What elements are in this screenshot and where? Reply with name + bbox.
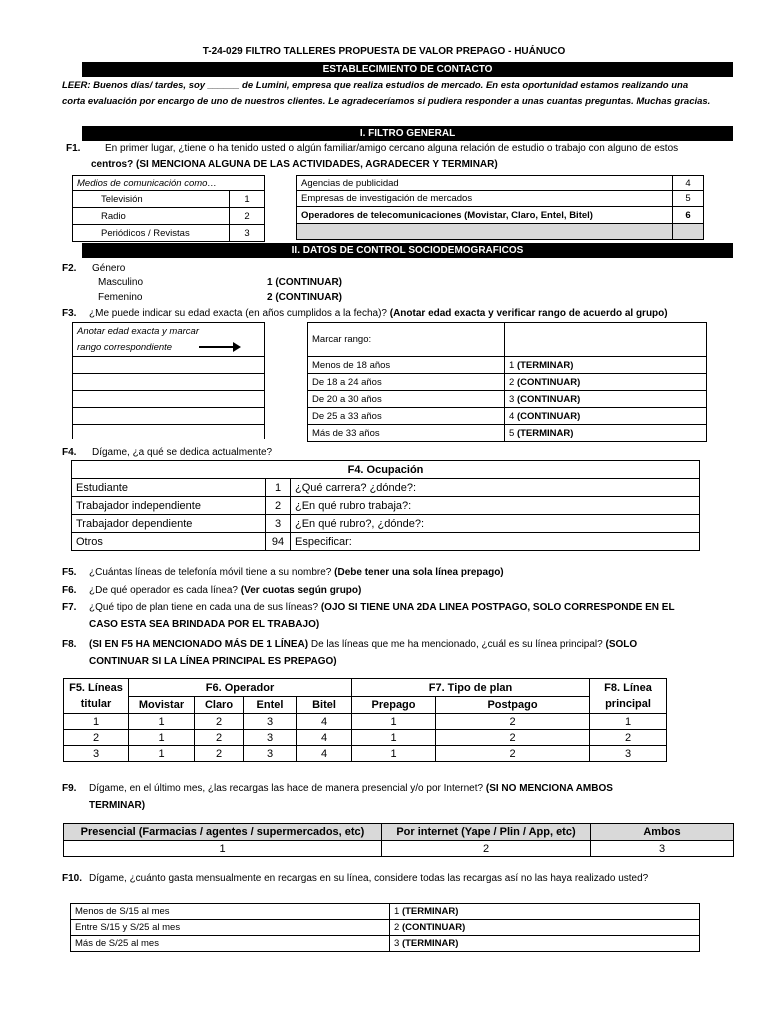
lines-cell: 1 [590, 714, 667, 730]
f5-question [89, 567, 504, 578]
lines-cell: 1 [352, 714, 436, 730]
section-filtro-general-bar: I. FILTRO GENERAL [82, 126, 733, 141]
f1-media-table [72, 175, 265, 242]
f10-spend-code [390, 904, 700, 920]
f2-option-label: Femenino [98, 292, 143, 303]
f10-spend-action: (TERMINAR) [401, 906, 459, 917]
lines-cell: 1 [129, 746, 195, 762]
f10-spend-label: Entre S/15 y S/25 al mes [71, 920, 390, 936]
f3-age-entry-cell[interactable] [73, 357, 265, 374]
lines-header-f8-line-2: principal [605, 698, 651, 710]
plan-header: Prepago [352, 697, 436, 714]
f10-spend-number: 1 [394, 906, 400, 917]
lines-cell: 2 [436, 730, 590, 746]
lines-row [64, 746, 667, 762]
f9-text: Dígame, en el último mes, ¿las recargas las hace de manera presencial y/o por Internet? [89, 783, 484, 794]
arrow-right-icon [199, 346, 239, 348]
lines-cell: 4 [297, 730, 352, 746]
lines-cell: 3 [64, 746, 129, 762]
lines-cell: 2 [195, 730, 244, 746]
f9-instruction-1: (SI NO MENCIONA AMBOS [485, 783, 613, 794]
f3-age-entry-cell[interactable] [73, 425, 265, 439]
f10-spend-number: 3 [394, 938, 400, 949]
f4-occupation-label: Trabajador independiente [72, 497, 266, 515]
document-title: T-24-029 FILTRO TALLERES PROPUESTA DE VALOR PREPAGO - HUÁNUCO [202, 46, 566, 57]
f3-range-number: 2 [509, 376, 515, 388]
f3-range-table [307, 322, 707, 442]
f4-occupation-label: Trabajador dependiente [72, 515, 266, 533]
section-contact-bar: ESTABLECIMIENTO DE CONTACTO [82, 62, 733, 77]
f8-instruction-2: CONTINUAR SI LA LÍNEA PRINCIPAL ES PREPAGO) [89, 656, 337, 667]
f7-code: F7. [62, 602, 77, 613]
f10-spend-code [390, 936, 700, 952]
f7-instruction-1: (OJO SI TIENE UNA 2DA LINEA POSTPAGO, SOLO CORRESPONDE EN EL [320, 602, 675, 613]
leer-line-1 [62, 80, 734, 91]
f6-code: F6. [62, 585, 77, 596]
f1-media-label: Radio [73, 208, 230, 225]
lines-cell: 2 [64, 730, 129, 746]
lines-cell: 3 [590, 746, 667, 762]
f3-note-line-1: Anotar edad exacta y marcar [77, 326, 199, 337]
f7-question [89, 602, 734, 613]
lines-header-f5-line-1: F5. Líneas [69, 682, 123, 694]
f2-option-code: 1 (CONTINUAR) [267, 277, 342, 288]
lines-cell: 2 [195, 714, 244, 730]
f1-agency-label: Empresas de investigación de mercados [297, 191, 673, 207]
f4-table-title: F4. Ocupación [72, 461, 700, 479]
f8-question [89, 639, 734, 650]
f4-occupation-code: 2 [266, 497, 291, 515]
f3-range-action: (CONTINUAR) [516, 376, 581, 388]
f1-agency-label: Operadores de telecomunicaciones (Movistar, Claro, Entel, Bitel) [297, 207, 673, 224]
f9-channel-code: 1 [64, 841, 382, 857]
f3-range-label: De 25 a 33 años [308, 408, 505, 425]
f5-code: F5. [62, 567, 77, 578]
f10-spend-number: 2 [394, 922, 400, 933]
f4-occupation-table [71, 460, 700, 551]
f1-code: F1. [66, 143, 81, 154]
f7-text: ¿Qué tipo de plan tiene en cada una de sus líneas? [89, 602, 319, 613]
f3-question [89, 308, 668, 319]
f4-question: Dígame, ¿a qué se dedica actualmente? [92, 447, 273, 458]
f10-spend-action: (TERMINAR) [401, 938, 459, 949]
lines-cell: 2 [436, 714, 590, 730]
f8-instruction-b: (SOLO [605, 639, 638, 650]
lines-header-f8 [590, 679, 667, 714]
f10-spend-table [70, 903, 700, 952]
f4-occupation-label: Estudiante [72, 479, 266, 497]
lines-header-f6: F6. Operador [129, 679, 352, 697]
lines-table [63, 678, 667, 762]
lines-cell: 1 [129, 730, 195, 746]
f3-range-label: De 20 a 30 años [308, 391, 505, 408]
f10-spend-code [390, 920, 700, 936]
f3-note-line-2: rango correspondiente [77, 342, 173, 353]
f1-media-label: Periódicos / Revistas [73, 225, 230, 242]
f10-spend-action: (CONTINUAR) [401, 922, 466, 933]
f6-text: ¿De qué operador es cada línea? [89, 585, 238, 596]
f1-empty-cell [297, 224, 673, 240]
f4-occupation-code: 3 [266, 515, 291, 533]
f1-agencies-table [296, 175, 704, 240]
f1-media-label: Televisión [73, 191, 230, 208]
f4-occupation-followup: Especificar: [291, 533, 700, 551]
f10-spend-label: Menos de S/15 al mes [71, 904, 390, 920]
f3-range-action: (TERMINAR) [516, 359, 574, 371]
lines-row [64, 714, 667, 730]
f9-channel-table [63, 823, 734, 857]
f9-question [89, 783, 734, 794]
leer-text-2: corta evaluación por encargo de uno de nuestros clientes. Le agradeceríamos si pudiera responder a unas cuantas preguntas. Muchas gracias. [62, 96, 711, 107]
f9-channel-code: 2 [382, 841, 591, 857]
lines-cell: 1 [352, 730, 436, 746]
operator-header: Claro [195, 697, 244, 714]
f3-range-label: Menos de 18 años [308, 357, 505, 374]
f4-occupation-followup: ¿En qué rubro trabaja?: [291, 497, 700, 515]
f3-range-empty [505, 323, 707, 357]
f1-agency-label: Agencias de publicidad [297, 176, 673, 191]
f9-channel-header: Por internet (Yape / Plin / App, etc) [382, 824, 591, 841]
f3-question-instruction: (Anotar edad exacta y verificar rango de acuerdo al grupo) [389, 308, 668, 319]
lines-header-f5 [64, 679, 129, 714]
f2-option-label: Masculino [98, 277, 144, 288]
f4-occupation-followup: ¿En qué rubro?, ¿dónde?: [291, 515, 700, 533]
f3-range-number: 4 [509, 410, 515, 422]
f1-agency-code: 5 [673, 191, 704, 207]
section-datos-control-bar: II. DATOS DE CONTROL SOCIODEMOGRAFICOS [82, 243, 733, 258]
f3-range-code [505, 425, 707, 442]
lines-cell: 3 [244, 746, 297, 762]
f1-question-line-1: En primer lugar, ¿tiene o ha tenido usted o algún familiar/amigo cercano alguna relación de estudio o trabajo con alguno de estos [105, 143, 679, 154]
f3-age-entry-cell[interactable] [73, 391, 265, 408]
f3-range-number: 3 [509, 393, 515, 405]
f2-code: F2. [62, 263, 77, 274]
f9-code: F9. [62, 783, 77, 794]
f4-occupation-followup: ¿Qué carrera? ¿dónde?: [291, 479, 700, 497]
lines-cell: 1 [64, 714, 129, 730]
f6-question [89, 585, 361, 596]
f8-code: F8. [62, 639, 77, 650]
f3-range-code [505, 391, 707, 408]
plan-header: Postpago [436, 697, 590, 714]
lines-cell: 2 [590, 730, 667, 746]
lines-row [64, 730, 667, 746]
lines-header-f7: F7. Tipo de plan [352, 679, 590, 697]
f1-media-code: 2 [230, 208, 265, 225]
f3-range-label: Más de 33 años [308, 425, 505, 442]
f10-question: Dígame, ¿cuánto gasta mensualmente en recargas en su línea, considere todas las recargas así no las haya realizado usted? [89, 873, 649, 884]
f3-range-code [505, 374, 707, 391]
f3-age-entry-cell[interactable] [73, 374, 265, 391]
f6-instruction: (Ver cuotas según grupo) [240, 585, 362, 596]
f9-channel-header: Ambos [591, 824, 734, 841]
f4-occupation-code: 94 [266, 533, 291, 551]
f3-age-entry-cell[interactable] [73, 408, 265, 425]
lines-cell: 4 [297, 746, 352, 762]
f3-range-action: (CONTINUAR) [516, 393, 581, 405]
f3-range-code [505, 408, 707, 425]
f7-instruction-2: CASO ESTA SEA BRINDADA POR EL TRABAJO) [89, 619, 320, 630]
lines-cell: 4 [297, 714, 352, 730]
f1-question-line-2: centros? (SI MENCIONA ALGUNA DE LAS ACTIVIDADES, AGRADECER Y TERMINAR) [91, 159, 498, 170]
f1-media-code: 1 [230, 191, 265, 208]
f3-range-label: De 18 a 24 años [308, 374, 505, 391]
f1-agency-code: 4 [673, 176, 704, 191]
operator-header: Entel [244, 697, 297, 714]
f3-question-text: ¿Me puede indicar su edad exacta (en años cumplidos a la fecha)? [89, 308, 387, 319]
f9-channel-code: 3 [591, 841, 734, 857]
f5-instruction: (Debe tener una sola línea prepago) [334, 567, 504, 578]
f8-text: De las líneas que me ha mencionado, ¿cuál es su línea principal? [310, 639, 603, 650]
f3-range-action: (CONTINUAR) [516, 410, 581, 422]
f2-label: Género [92, 263, 126, 274]
f3-range-header: Marcar rango: [308, 323, 505, 357]
lines-cell: 3 [244, 730, 297, 746]
f9-channel-header: Presencial (Farmacias / agentes / supermercados, etc) [64, 824, 382, 841]
f3-range-number: 5 [509, 427, 515, 439]
f1-agency-code: 6 [673, 207, 704, 224]
lines-cell: 2 [436, 746, 590, 762]
f1-media-code: 3 [230, 225, 265, 242]
f3-range-code [505, 357, 707, 374]
leer-label: LEER: [62, 80, 91, 91]
f5-text: ¿Cuántas líneas de telefonía móvil tiene a su nombre? [89, 567, 332, 578]
leer-text-1: Buenos días/ tardes, soy ______ de Lumini, empresa que realiza estudios de mercado. En esta oportunidad estamos realizando una [93, 80, 689, 91]
f10-spend-label: Más de S/25 al mes [71, 936, 390, 952]
lines-cell: 3 [244, 714, 297, 730]
f4-code: F4. [62, 447, 77, 458]
f2-option-code: 2 (CONTINUAR) [267, 292, 342, 303]
f3-range-action: (TERMINAR) [516, 427, 574, 439]
lines-cell: 2 [195, 746, 244, 762]
lines-header-f5-line-2: titular [80, 698, 112, 710]
f8-instruction-a: (SI EN F5 HA MENCIONADO MÁS DE 1 LÍNEA) [89, 639, 309, 650]
f3-age-table [72, 322, 265, 439]
f3-range-number: 1 [509, 359, 515, 371]
f10-code: F10. [62, 873, 83, 884]
f1-media-header: Medios de comunicación como… [73, 176, 265, 191]
lines-cell: 1 [352, 746, 436, 762]
f3-age-note [73, 323, 265, 357]
f3-code: F3. [62, 308, 77, 319]
f4-occupation-label: Otros [72, 533, 266, 551]
operator-header: Bitel [297, 697, 352, 714]
operator-header: Movistar [129, 697, 195, 714]
f4-occupation-code: 1 [266, 479, 291, 497]
f9-instruction-2: TERMINAR) [89, 800, 146, 811]
lines-cell: 1 [129, 714, 195, 730]
f1-empty-cell [673, 224, 704, 240]
lines-header-f8-line-1: F8. Línea [604, 682, 652, 694]
